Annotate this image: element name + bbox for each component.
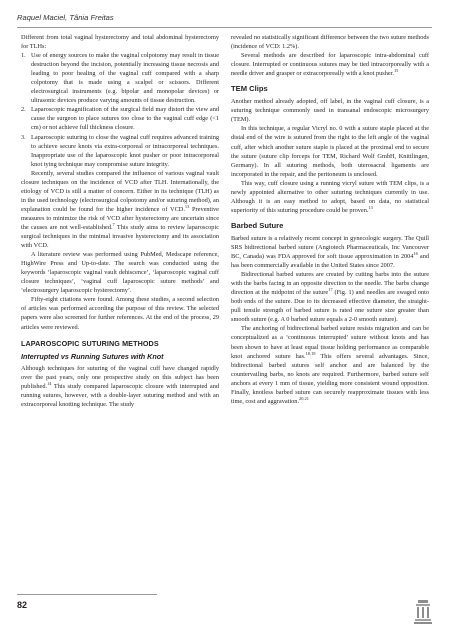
citation-sup: 18,19: [305, 350, 316, 356]
footer-divider: [17, 594, 157, 595]
citation-sup: 7: [112, 221, 115, 227]
body-paragraph: [231, 324, 429, 405]
right-column: [231, 33, 429, 406]
paragraph-text: (Fig. 1) and needles are swaged onto both ends of the suture. Due to its decreased effective diameter, the straight-pull tensile strength of barbed suture is rated one suture size greater than smooth suture (e.g. A 0 barbed suture equals a 2-0 smooth suture).: [231, 289, 429, 324]
citation-sup: 15: [393, 68, 399, 74]
subsection-heading: Interrupted vs Running Sutures with Knot: [21, 351, 164, 361]
publisher-logo-icon: [412, 598, 434, 626]
paragraph-text: and has been commercially available in the United States since 2007.: [231, 253, 430, 270]
section-heading-tem-clips: TEM Clips: [231, 84, 268, 94]
body-paragraph: [21, 169, 219, 250]
paragraph-text: Recently, several studies compared the influence of various vaginal vault closure techniques on the incidence of VCD after TLH. Internationally, the etiology of VCD is still a matter of concern. Either in its technique (TLH) as in the used technology (electrosurgical colpotomy and/or suturing method), an explanation could be found for the higher incidence of VCD.: [21, 169, 219, 213]
paragraph-text: Several methods are described for laparoscopic intra-abdominal cuff closure. Interrupted or continuous sutures may be tied intracorporeally with a needle driver and grasper or extracorporeally with a knot pusher.: [231, 52, 429, 78]
citation-sup: 17: [328, 287, 333, 293]
paragraph-text: Bidirectional barbed sutures are created by cutting barbs into the suture with the barbs facing in an opposite direction to the needle. The barbs change direction at the midpoint of the suture: [231, 271, 429, 297]
citation-sup: 16: [413, 250, 418, 256]
paragraph-text: This study compared laparoscopic closure with interrupted and running sutures, however, with a double-layer suturing method and with an extracorporeal knotting technique. The study: [21, 382, 219, 408]
list-number: 1.: [21, 52, 26, 60]
body-paragraph: [21, 364, 219, 409]
body-paragraph: In this technique, a regular Vicryl no. 0 with a suture staple placed at the distal end of the wire is sutured from the right to the left angle of the vaginal cuff, after which another suture staple is placed at the proximal end to secure the suture (suture clip forceps for TEM, Richard Wolf GmbH, Knittlingen, Germany). In all suturing methods, both uterosacral ligaments are incorporated in the repair, and the peritoneum is unclosed.: [231, 125, 429, 178]
body-paragraph: [231, 270, 429, 324]
body-paragraph: revealed no statistically significant difference between the two suture methods (incidence of VCD: 1.2%).: [231, 34, 429, 51]
body-paragraph: [231, 51, 429, 78]
list-text: Laparoscopic suturing to close the vaginal cuff requires advanced training to achieve secure knots via extra-corporeal or intracorporeal techniques. Inappropriate use of the laparoscopic knot pusher or poor intracorporeal knot tying technique may compromise suture integrity.: [31, 133, 219, 168]
body-paragraph: [231, 234, 429, 270]
citation-sup: 13: [184, 203, 190, 209]
list-number: 2.: [21, 106, 26, 114]
body-paragraph: Fifty-eight citations were found. Among these studies, a second selection of articles was performed according the purpose of this review. The selected papers were also screened for further references. At the end of the process, 29 articles were reviewed.: [21, 296, 219, 331]
paragraph-text: Preventive measures to minimize the risk of VCD after hysterectomy are uncertain since the causes are not well-established.: [21, 205, 219, 231]
paragraph-text: Barbed suture is a relatively recent concept in gynecologic surgery. The Quill SRS bidirectional barbed suture (Angiotech Pharmaceuticals, Inc Vancouver BC, Canada) was FDA approved for soft tissue approximation in 2004: [231, 234, 429, 261]
body-paragraph: Another method already adopted, off label, in the vaginal cuff closure, is a suturing technique commonly used in transanal endoscopic microsurgery (TEM).: [231, 98, 429, 124]
section-heading: LAPAROSCOPIC SUTURING METHODS: [21, 338, 159, 348]
citation-sup: 13: [368, 204, 373, 210]
citation-sup: 14: [47, 380, 52, 386]
paragraph-text: This way, cuff closure using a running vicryl suture with TEM clips, is a newly appointed alternative to other suturing techniques currently in use. Although it is an easy method to adopt, based on data, no statistical superiority of this suturing procedure could be proven.: [231, 179, 429, 214]
paragraph-text: This offers several advantages. Since, bidirectional barbed sutures self anchor and are balanced by the countervailing barbs, no knots are required. Furthermore, barbed suture self anchors at every 1 mm of tissue, yielding more consistent wound opposition. Finally, knotless barbed suture can securely reapproximate tissues with less time, cost and aggravation.: [231, 352, 429, 405]
list-item: [21, 51, 219, 105]
header-divider: [17, 27, 432, 28]
paragraph-text: The anchoring of bidirectional barbed suture resists migration and can be conceptualized as a ‘continuous interrupted’ suture without knots and has been shown to have at least equal tissue holding performance as comparable knot anchored suture has.: [231, 325, 429, 360]
page-number: 82: [17, 600, 28, 610]
intro-paragraph: Different from total vaginal hysterectomy and total abdominal hysterectomy for TLHs:: [21, 34, 219, 51]
citation-sup: 20,21: [299, 395, 309, 401]
numbered-list: [21, 51, 219, 169]
left-column: [21, 33, 219, 409]
list-item: [21, 133, 219, 169]
paragraph-text: Although techniques for suturing of the vaginal cuff have changed rapidly over the past years, only one prospective study on this subject has been published.: [21, 364, 219, 390]
list-text: Laparoscopic magnification of the surgical field may distort the view and cause the surgeon to place sutures too close to the vaginal cuff edge (<1 cm) or not achieve full thickness closure.: [31, 106, 219, 132]
list-number: 3.: [21, 133, 26, 141]
running-header-authors: Raquel Maciel, Tânia Freitas: [17, 13, 114, 22]
body-paragraph: [231, 179, 429, 215]
body-paragraph: A literature review was performed using PubMed, Medscape reference, HighWire Press and Up-to-date. The search was conducted using the keywords ‘laparoscopic vaginal vault dehiscence’, ‘laparoscopic vaginal cuff closure techniques’, ‘vaginal cuff laparoscopic suture methods’ and ‘electrosurgery laparoscopic hysterectomy’.: [21, 251, 219, 295]
paragraph-text: This study aims to review laparoscopic surgical techniques in the minimal invasive hysterectomy and its association with VCD.: [21, 223, 219, 250]
section-heading-barbed-suture: Barbed Suture: [231, 220, 284, 230]
list-item: [21, 105, 219, 132]
list-text: Use of energy sources to make the vaginal colpotomy may result in tissue destruction beyond the incision, potentially increasing tissue necrosis and leading to poor healing of the vaginal cuff compared with a sharp colpotomy that is made using a scalpel or scissors. Different electrosurgical instruments (e.g. bipolar and monopolar devices) or ultrasonic devices produce varying amounts of tissue destruction.: [31, 52, 219, 105]
